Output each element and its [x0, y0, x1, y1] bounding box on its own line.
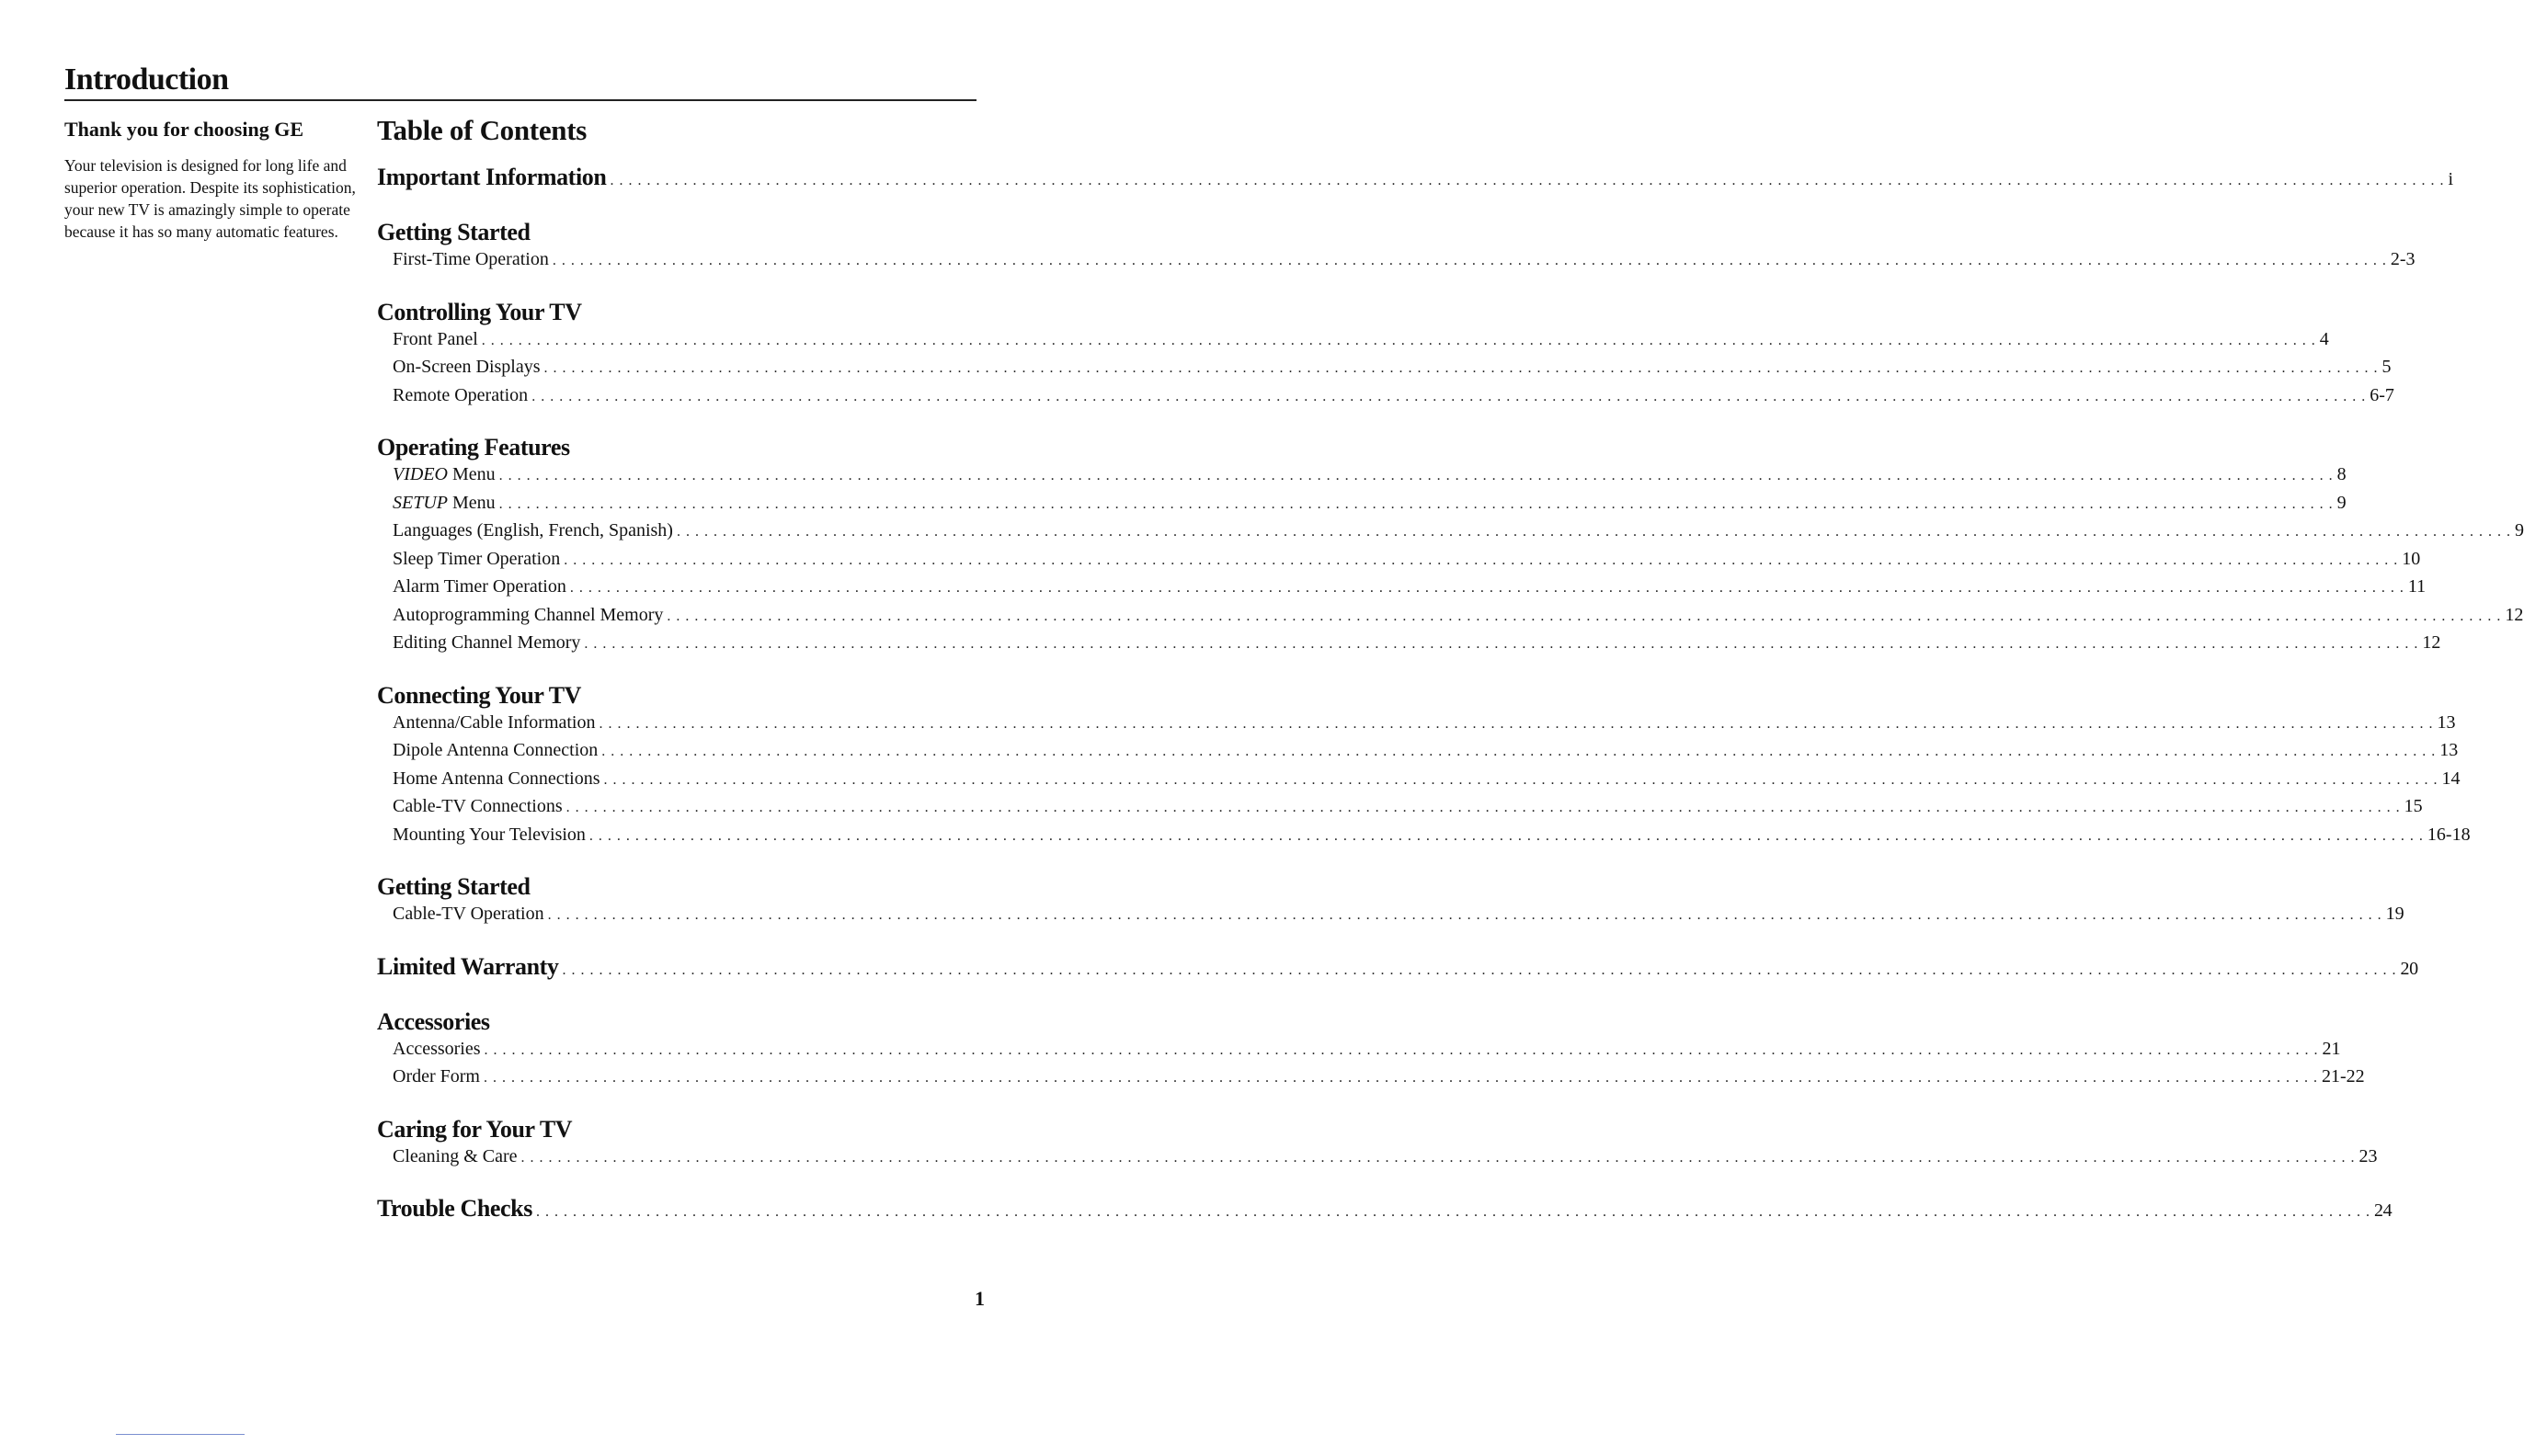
toc-entry-label: Cleaning & Care — [393, 1145, 518, 1166]
toc-section — [377, 219, 2416, 275]
dot-leader: . . . . . . . . . . . . . . . . . . . . . . . . . . . . . . . . . . . . . . . . . . . . . . . . . . . . . . . . . . . . . . . . . . . . . . . . . . . . . . . . . . . . . . . . . . . . . . . . . . . . . . . . . . . . . . . . . . . . . . . . . . . . . . . . . . . . . . . . . . . . . . . . . . . . . . . . . . . . . . . . . . . . . . . . . . . . . . . . . . . . . . . . . . . . . . . . . . . . . . . . — [520, 1149, 2356, 1166]
toc-entry-label: VIDEO Menu — [393, 464, 496, 484]
dot-leader: . . . . . . . . . . . . . . . . . . . . . . . . . . . . . . . . . . . . . . . . . . . . . . . . . . . . . . . . . . . . . . . . . . . . . . . . . . . . . . . . . . . . . . . . . . . . . . . . . . . . . . . . . . . . . . . . . . . . . . . . . . . . . . . . . . . . . . . . . . . . . . . . . . . . . . . . . . . . . . . . . . . . . . . . . . . . . . . . . . . . . . . . . . . . . . . . . . . . . . . . — [498, 495, 2334, 512]
dot-leader: . . . . . . . . . . . . . . . . . . . . . . . . . . . . . . . . . . . . . . . . . . . . . . . . . . . . . . . . . . . . . . . . . . . . . . . . . . . . . . . . . . . . . . . . . . . . . . . . . . . . . . . . . . . . . . . . . . . . . . . . . . . . . . . . . . . . . . . . . . . . . . . . . . . . . . . . . . . . . . . . . . . . . . . . . . . . . . . . . . . . . . . . . . . . . . . . . . . . . . . . — [535, 1204, 2370, 1220]
toc-entry-page: 4 — [2319, 328, 2329, 349]
toc-entry-page: 13 — [2437, 711, 2456, 733]
toc-entry — [377, 518, 2524, 546]
toc-entry-page: 23 — [2358, 1145, 2378, 1166]
toc-entry-page: 16-18 — [2427, 824, 2471, 845]
dot-leader: . . . . . . . . . . . . . . . . . . . . . . . . . . . . . . . . . . . . . . . . . . . . . . . . . . . . . . . . . . . . . . . . . . . . . . . . . . . . . . . . . . . . . . . . . . . . . . . . . . . . . . . . . . . . . . . . . . . . . . . . . . . . . . . . . . . . . . . . . . . . . . . . . . . . . . . . . . . . . . . . . . . . . . . . . . . . . . . . . . . . . . . . . . . . . . . . . . . . . . . . — [564, 552, 2399, 568]
dot-leader: . . . . . . . . . . . . . . . . . . . . . . . . . . . . . . . . . . . . . . . . . . . . . . . . . . . . . . . . . . . . . . . . . . . . . . . . . . . . . . . . . . . . . . . . . . . . . . . . . . . . . . . . . . . . . . . . . . . . . . . . . . . . . . . . . . . . . . . . . . . . . . . . . . . . . . . . . . . . . . . . . . . . . . . . . . . . . . . . . . . . . . . . . . . . . . . . . . . . . . . . — [484, 1041, 2319, 1058]
toc-entry — [377, 737, 2459, 766]
dot-leader: . . . . . . . . . . . . . . . . . . . . . . . . . . . . . . . . . . . . . . . . . . . . . . . . . . . . . . . . . . . . . . . . . . . . . . . . . . . . . . . . . . . . . . . . . . . . . . . . . . . . . . . . . . . . . . . . . . . . . . . . . . . . . . . . . . . . . . . . . . . . . . . . . . . . . . . . . . . . . . . . . . . . . . . . . . . . . . . . . . . . . . . . . . . . . . . . . . . . . . . . — [601, 744, 2437, 759]
toc-section — [377, 952, 2418, 984]
toc-entry-label: Front Panel — [393, 328, 478, 349]
toc-section-heading: Getting Started — [377, 219, 531, 245]
toc-title: Table of Contents — [377, 114, 588, 146]
dot-leader: . . . . . . . . . . . . . . . . . . . . . . . . . . . . . . . . . . . . . . . . . . . . . . . . . . . . . . . . . . . . . . . . . . . . . . . . . . . . . . . . . . . . . . . . . . . . . . . . . . . . . . . . . . . . . . . . . . . . . . . . . . . . . . . . . . . . . . . . . . . . . . . . . . . . . . . . . . . . . . . . . . . . . . . . . . . . . . . . . . . . . . . . . . . . . . . . . . . . . . . . — [498, 468, 2334, 483]
dot-leader: . . . . . . . . . . . . . . . . . . . . . . . . . . . . . . . . . . . . . . . . . . . . . . . . . . . . . . . . . . . . . . . . . . . . . . . . . . . . . . . . . . . . . . . . . . . . . . . . . . . . . . . . . . . . . . . . . . . . . . . . . . . . . . . . . . . . . . . . . . . . . . . . . . . . . . . . . . . . . . . . . . . . . . . . . . . . . . . . . . . . . . . . . . . . . . . . . . . . . . . . — [552, 253, 2387, 268]
toc-entry-page: 19 — [2385, 904, 2404, 924]
toc-entry-label: On-Screen Displays — [393, 357, 541, 377]
toc-entry-label: Cable-TV Operation — [393, 904, 544, 924]
toc-entry-page: 13 — [2439, 740, 2459, 760]
toc-entry — [377, 710, 2456, 738]
toc-entry — [377, 546, 2421, 574]
toc-entry — [377, 630, 2441, 658]
toc-entry-label: Accessories — [393, 1038, 481, 1059]
toc-entry — [377, 461, 2347, 490]
dot-leader: . . . . . . . . . . . . . . . . . . . . . . . . . . . . . . . . . . . . . . . . . . . . . . . . . . . . . . . . . . . . . . . . . . . . . . . . . . . . . . . . . . . . . . . . . . . . . . . . . . . . . . . . . . . . . . . . . . . . . . . . . . . . . . . . . . . . . . . . . . . . . . . . . . . . . . . . . . . . . . . . . . . . . . . . . . . . . . . . . . . . . . . . . . . . . . . . . . . . . . . . — [569, 580, 2404, 596]
toc-entry-label: Autoprogramming Channel Memory — [393, 604, 664, 625]
dot-leader: . . . . . . . . . . . . . . . . . . . . . . . . . . . . . . . . . . . . . . . . . . . . . . . . . . . . . . . . . . . . . . . . . . . . . . . . . . . . . . . . . . . . . . . . . . . . . . . . . . . . . . . . . . . . . . . . . . . . . . . . . . . . . . . . . . . . . . . . . . . . . . . . . . . . . . . . . . . . . . . . . . . . . . . . . . . . . . . . . . . . . . . . . . . . . . . . . . . . . . . . — [667, 608, 2502, 624]
toc-entry — [377, 766, 2461, 794]
toc-entry — [377, 901, 2404, 929]
toc-entry-label: Editing Channel Memory — [393, 632, 581, 653]
toc-entry-page: 21-22 — [2321, 1066, 2365, 1086]
toc-section-heading: Accessories — [377, 1007, 490, 1035]
toc-entry — [377, 490, 2347, 518]
toc-entry — [377, 1036, 2341, 1064]
toc-entry — [377, 822, 2471, 850]
dot-leader: . . . . . . . . . . . . . . . . . . . . . . . . . . . . . . . . . . . . . . . . . . . . . . . . . . . . . . . . . . . . . . . . . . . . . . . . . . . . . . . . . . . . . . . . . . . . . . . . . . . . . . . . . . . . . . . . . . . . . . . . . . . . . . . . . . . . . . . . . . . . . . . . . . . . . . . . . . . . . . . . . . . . . . . . . . . . . . . . . . . . . . . . . . . . . . . . . . . . . . . . — [481, 332, 2316, 348]
toc-section-entry — [377, 1195, 2393, 1226]
toc-section-entry — [377, 952, 2418, 984]
toc-section-entry-page: i — [2448, 169, 2453, 189]
toc-entry — [377, 793, 2423, 822]
toc-entry — [377, 574, 2427, 602]
toc-section — [377, 164, 2453, 195]
dot-leader: . . . . . . . . . . . . . . . . . . . . . . . . . . . . . . . . . . . . . . . . . . . . . . . . . . . . . . . . . . . . . . . . . . . . . . . . . . . . . . . . . . . . . . . . . . . . . . . . . . . . . . . . . . . . . . . . . . . . . . . . . . . . . . . . . . . . . . . . . . . . . . . . . . . . . . . . . . . . . . . . . . . . . . . . . . . . . . . . . . . . . . . . . . . . . . . . . . . . . . . . — [610, 173, 2445, 188]
toc-entry — [377, 354, 2392, 382]
toc-entry-label: Home Antenna Connections — [393, 768, 600, 789]
toc-section-heading: Getting Started — [377, 873, 531, 900]
footer-line — [116, 1434, 245, 1435]
toc-section — [377, 873, 2404, 929]
toc-entry-label: Order Form — [393, 1066, 480, 1086]
dot-leader: . . . . . . . . . . . . . . . . . . . . . . . . . . . . . . . . . . . . . . . . . . . . . . . . . . . . . . . . . . . . . . . . . . . . . . . . . . . . . . . . . . . . . . . . . . . . . . . . . . . . . . . . . . . . . . . . . . . . . . . . . . . . . . . . . . . . . . . . . . . . . . . . . . . . . . . . . . . . . . . . . . . . . . . . . . . . . . . . . . . . . . . . . . . . . . . . . . . . . . . . — [599, 715, 2434, 732]
toc-entry-page: 6-7 — [2370, 384, 2394, 405]
toc-entry-page: 12 — [2422, 632, 2441, 653]
page-number: 1 — [975, 1287, 985, 1310]
toc-section-entry-page: 20 — [2400, 958, 2418, 979]
toc-entry-page: 11 — [2407, 576, 2427, 597]
toc-entry-label: Sleep Timer Operation — [393, 548, 561, 569]
toc-section-entry-label: Trouble Checks — [377, 1195, 532, 1222]
toc-entry-label: Dipole Antenna Connection — [393, 740, 599, 760]
toc-entry-label: Cable-TV Connections — [393, 796, 563, 816]
toc-entry-page: 8 — [2336, 464, 2347, 484]
toc-entry-label: SETUP Menu — [393, 492, 496, 513]
toc-section — [377, 1195, 2393, 1226]
toc-entry-label: Remote Operation — [393, 384, 529, 405]
dot-leader: . . . . . . . . . . . . . . . . . . . . . . . . . . . . . . . . . . . . . . . . . . . . . . . . . . . . . . . . . . . . . . . . . . . . . . . . . . . . . . . . . . . . . . . . . . . . . . . . . . . . . . . . . . . . . . . . . . . . . . . . . . . . . . . . . . . . . . . . . . . . . . . . . . . . . . . . . . . . . . . . . . . . . . . . . . . . . . . . . . . . . . . . . . . . . . . . . . . . . . . . — [584, 636, 2419, 652]
toc-entry — [377, 326, 2329, 355]
dot-leader: . . . . . . . . . . . . . . . . . . . . . . . . . . . . . . . . . . . . . . . . . . . . . . . . . . . . . . . . . . . . . . . . . . . . . . . . . . . . . . . . . . . . . . . . . . . . . . . . . . . . . . . . . . . . . . . . . . . . . . . . . . . . . . . . . . . . . . . . . . . . . . . . . . . . . . . . . . . . . . . . . . . . . . . . . . . . . . . . . . . . . . . . . . . . . . . . . . . . . . . . — [547, 907, 2382, 923]
toc-entry-page: 15 — [2404, 796, 2423, 816]
toc-section-heading: Operating Features — [377, 434, 570, 461]
toc-section — [377, 1007, 2365, 1092]
toc-section-entry — [377, 164, 2453, 195]
toc-entry — [377, 602, 2524, 631]
dot-leader: . . . . . . . . . . . . . . . . . . . . . . . . . . . . . . . . . . . . . . . . . . . . . . . . . . . . . . . . . . . . . . . . . . . . . . . . . . . . . . . . . . . . . . . . . . . . . . . . . . . . . . . . . . . . . . . . . . . . . . . . . . . . . . . . . . . . . . . . . . . . . . . . . . . . . . . . . . . . . . . . . . . . . . . . . . . . . . . . . . . . . . . . . . . . . . . . . . . . . . . . — [588, 827, 2424, 844]
toc-section-entry-label: Limited Warranty — [377, 952, 559, 980]
sidebar-heading: Thank you for choosing GE — [64, 118, 304, 141]
sidebar-body: Your television is designed for long life and superior operation. Despite its sophistication, your new TV is amazingly simple to operate because it has so many automatic features. — [64, 156, 356, 241]
dot-leader: . . . . . . . . . . . . . . . . . . . . . . . . . . . . . . . . . . . . . . . . . . . . . . . . . . . . . . . . . . . . . . . . . . . . . . . . . . . . . . . . . . . . . . . . . . . . . . . . . . . . . . . . . . . . . . . . . . . . . . . . . . . . . . . . . . . . . . . . . . . . . . . . . . . . . . . . . . . . . . . . . . . . . . . . . . . . . . . . . . . . . . . . . . . . . . . . . . . . . . . . — [676, 524, 2511, 540]
toc-entry-label: First-Time Operation — [393, 249, 549, 269]
dot-leader: . . . . . . . . . . . . . . . . . . . . . . . . . . . . . . . . . . . . . . . . . . . . . . . . . . . . . . . . . . . . . . . . . . . . . . . . . . . . . . . . . . . . . . . . . . . . . . . . . . . . . . . . . . . . . . . . . . . . . . . . . . . . . . . . . . . . . . . . . . . . . . . . . . . . . . . . . . . . . . . . . . . . . . . . . . . . . . . . . . . . . . . . . . . . . . . . . . . . . . . . — [483, 1070, 2318, 1086]
header-rule — [64, 99, 976, 101]
toc-section-entry-page: 24 — [2373, 1200, 2393, 1221]
dot-leader: . . . . . . . . . . . . . . . . . . . . . . . . . . . . . . . . . . . . . . . . . . . . . . . . . . . . . . . . . . . . . . . . . . . . . . . . . . . . . . . . . . . . . . . . . . . . . . . . . . . . . . . . . . . . . . . . . . . . . . . . . . . . . . . . . . . . . . . . . . . . . . . . . . . . . . . . . . . . . . . . . . . . . . . . . . . . . . . . . . . . . . . . . . . . . . . . . . . . . . . . — [565, 800, 2401, 815]
toc-section — [377, 434, 2524, 658]
toc-section — [377, 298, 2394, 411]
toc-entry — [377, 382, 2394, 411]
toc-section-heading: Controlling Your TV — [377, 298, 582, 325]
toc-section — [377, 681, 2471, 850]
toc-entry — [377, 1064, 2365, 1092]
toc-entry-label: Languages (English, French, Spanish) — [393, 520, 673, 540]
toc-entry — [377, 1143, 2378, 1172]
toc-section-heading: Caring for Your TV — [377, 1115, 573, 1143]
toc-entry — [377, 246, 2416, 275]
toc-entry-page: 12 — [2505, 604, 2524, 625]
dot-leader: . . . . . . . . . . . . . . . . . . . . . . . . . . . . . . . . . . . . . . . . . . . . . . . . . . . . . . . . . . . . . . . . . . . . . . . . . . . . . . . . . . . . . . . . . . . . . . . . . . . . . . . . . . . . . . . . . . . . . . . . . . . . . . . . . . . . . . . . . . . . . . . . . . . . . . . . . . . . . . . . . . . . . . . . . . . . . . . . . . . . . . . . . . . . . . . . . . . . . . . . — [531, 388, 2367, 404]
toc-entry-page: 21 — [2322, 1038, 2341, 1059]
toc-entry-page: 2-3 — [2390, 249, 2416, 269]
table-of-contents — [377, 164, 2524, 1250]
toc-entry-page: 10 — [2402, 548, 2421, 569]
sidebar — [64, 118, 359, 243]
dot-leader: . . . . . . . . . . . . . . . . . . . . . . . . . . . . . . . . . . . . . . . . . . . . . . . . . . . . . . . . . . . . . . . . . . . . . . . . . . . . . . . . . . . . . . . . . . . . . . . . . . . . . . . . . . . . . . . . . . . . . . . . . . . . . . . . . . . . . . . . . . . . . . . . . . . . . . . . . . . . . . . . . . . . . . . . . . . . . . . . . . . . . . . . . . . . . . . . . . . . . . . . — [603, 771, 2438, 788]
dot-leader: . . . . . . . . . . . . . . . . . . . . . . . . . . . . . . . . . . . . . . . . . . . . . . . . . . . . . . . . . . . . . . . . . . . . . . . . . . . . . . . . . . . . . . . . . . . . . . . . . . . . . . . . . . . . . . . . . . . . . . . . . . . . . . . . . . . . . . . . . . . . . . . . . . . . . . . . . . . . . . . . . . . . . . . . . . . . . . . . . . . . . . . . . . . . . . . . . . . . . . . . — [562, 961, 2397, 978]
toc-entry-page: 5 — [2381, 357, 2392, 377]
toc-entry-page: 9 — [2336, 492, 2347, 513]
page-title: Introduction — [64, 63, 229, 97]
toc-entry-page: 14 — [2441, 768, 2461, 789]
toc-entry-label: Mounting Your Television — [393, 824, 586, 845]
toc-entry-label: Antenna/Cable Information — [393, 711, 596, 733]
toc-section — [377, 1115, 2378, 1172]
toc-entry-page: 9 — [2514, 520, 2524, 540]
toc-section-heading: Connecting Your TV — [377, 681, 582, 709]
toc-entry-label: Alarm Timer Operation — [393, 576, 566, 597]
toc-section-entry-label: Important Information — [377, 164, 607, 190]
dot-leader: . . . . . . . . . . . . . . . . . . . . . . . . . . . . . . . . . . . . . . . . . . . . . . . . . . . . . . . . . . . . . . . . . . . . . . . . . . . . . . . . . . . . . . . . . . . . . . . . . . . . . . . . . . . . . . . . . . . . . . . . . . . . . . . . . . . . . . . . . . . . . . . . . . . . . . . . . . . . . . . . . . . . . . . . . . . . . . . . . . . . . . . . . . . . . . . . . . . . . . . . — [543, 360, 2379, 376]
